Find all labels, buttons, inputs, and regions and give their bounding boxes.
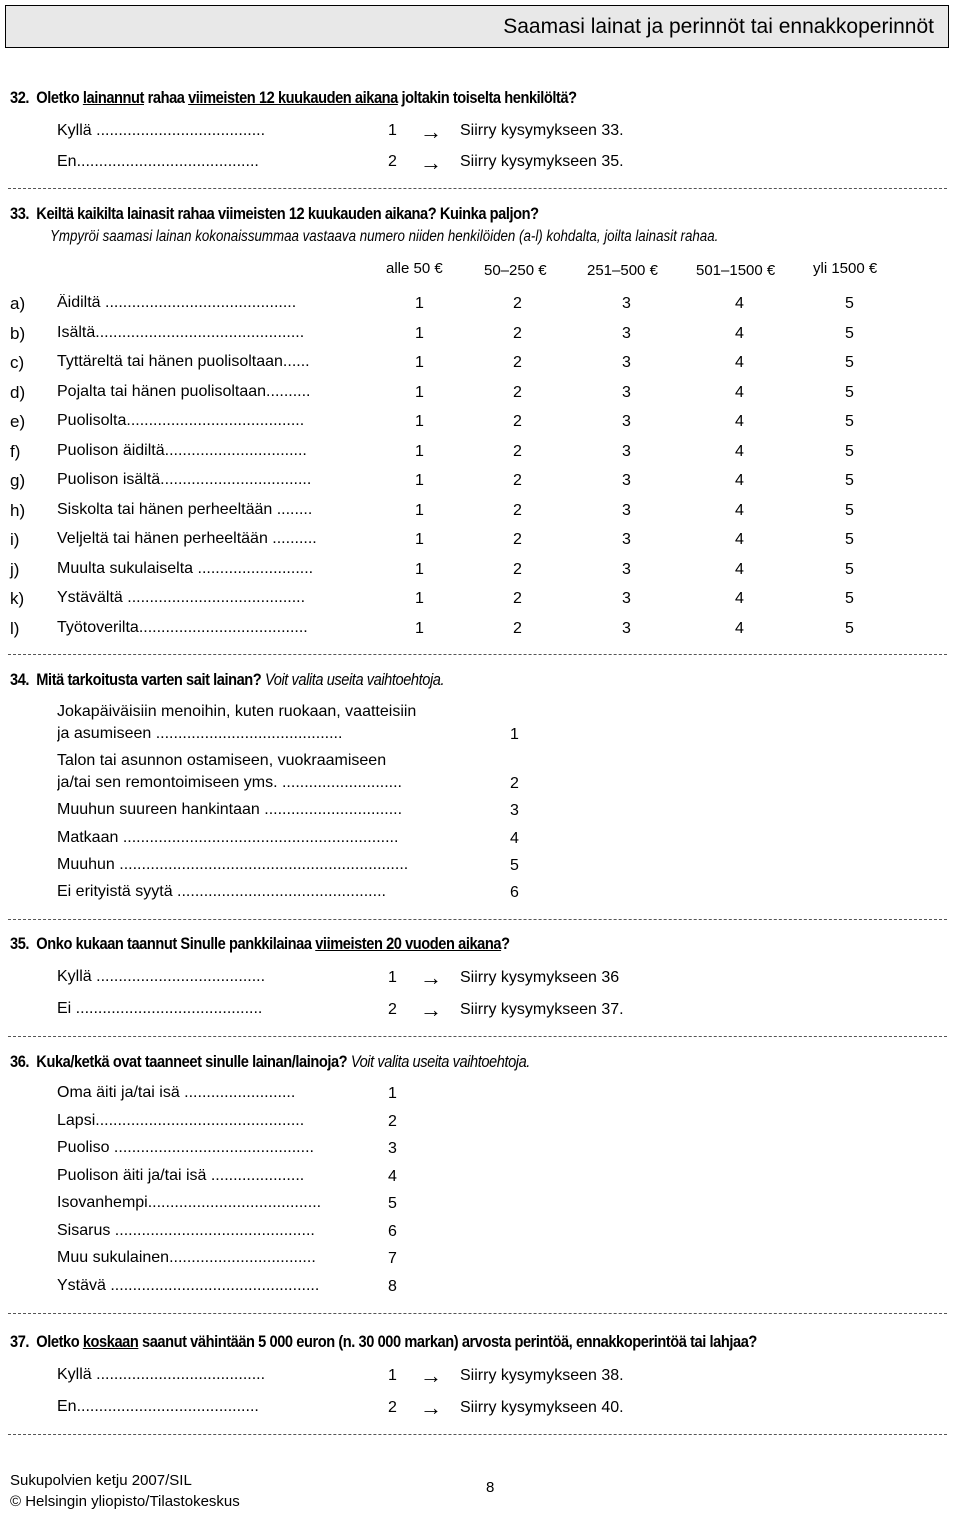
q33-answer-code[interactable]: 1 <box>415 354 424 371</box>
q33-answer-code[interactable]: 3 <box>622 324 631 342</box>
arrow-right-icon: → <box>420 1363 442 1388</box>
q33-answer-code[interactable]: 2 <box>513 590 522 607</box>
separator <box>8 919 947 920</box>
q33-row-letter: h) <box>10 500 26 520</box>
page-number: 8 <box>486 1479 495 1496</box>
q33-row-letter: a) <box>10 294 26 313</box>
q33-answer-code[interactable]: 1 <box>415 383 424 401</box>
q33-answer-code[interactable]: 1 <box>415 295 424 312</box>
arrow-right-icon: → <box>420 150 442 175</box>
q33-answer-code[interactable]: 4 <box>735 501 744 519</box>
q33-row-label: Isältä............................................... <box>57 323 305 341</box>
q33-answer-code[interactable]: 2 <box>513 531 522 548</box>
q32-option-2-goto: Siirry kysymykseen 35. <box>460 153 624 170</box>
q32-option-1-goto: Siirry kysymykseen 33. <box>460 122 624 139</box>
q33-row-letter: l) <box>10 618 20 638</box>
separator <box>8 1313 947 1314</box>
q37-option-2-code[interactable]: 2 <box>388 1399 397 1416</box>
q33-column-header: 50–250 € <box>484 262 547 279</box>
q33-answer-code[interactable]: 2 <box>513 354 522 371</box>
q34-option-1-line1: Jokapäiväisiin menoihin, kuten ruokaan, vaatteisiin <box>57 703 417 720</box>
q33-answer-code[interactable]: 5 <box>845 324 854 342</box>
q32-option-2-code[interactable]: 2 <box>388 153 397 170</box>
q33-row-letter: c) <box>10 353 25 372</box>
q34-option-5-code[interactable]: 5 <box>510 857 519 874</box>
q33-row-letter: d) <box>10 382 26 402</box>
q34-option-2-code[interactable]: 2 <box>510 775 519 792</box>
question-34-title: 34. Mitä tarkoitusta varten sait lainan? Voit valita useita vaihtoehtoja. <box>10 670 445 689</box>
q36-option-label: Sisarus ............................................. <box>57 1221 315 1239</box>
q33-row-letter: k) <box>10 589 25 608</box>
arrow-right-icon: → <box>420 1395 442 1420</box>
q32-option-2-label: En......................................... <box>57 153 259 170</box>
q33-answer-code[interactable]: 5 <box>845 619 854 637</box>
q33-answer-code[interactable]: 2 <box>513 413 522 430</box>
question-35-title: 35. Onko kukaan taannut Sinulle pankkilainaa viimeisten 20 vuoden aikana? <box>10 934 510 953</box>
q34-option-4-code[interactable]: 4 <box>510 830 519 847</box>
q33-answer-code[interactable]: 4 <box>735 590 744 607</box>
q33-answer-code[interactable]: 2 <box>513 619 522 637</box>
q33-answer-code[interactable]: 3 <box>622 619 631 637</box>
q33-answer-code[interactable]: 5 <box>845 472 854 489</box>
q33-answer-code[interactable]: 1 <box>415 619 424 637</box>
question-37-title: 37. Oletko koskaan saanut vähintään 5 000 euron (n. 30 000 markan) arvosta perintöä, ennakkoperintöä tai lahjaa? <box>10 1332 757 1351</box>
q32-option-1-label: Kyllä ...................................... <box>57 122 266 139</box>
q33-answer-code[interactable]: 5 <box>845 354 854 371</box>
q33-answer-code[interactable]: 5 <box>845 295 854 312</box>
question-33-title: 33. Keiltä kaikilta lainasit rahaa viimeisten 12 kuukauden aikana? Kuinka paljon? <box>10 204 539 223</box>
q34-option-2-label: ja/tai sen remontoimiseen yms. ........................... <box>57 774 402 791</box>
q33-row-label: Tyttäreltä tai hänen puolisoltaan...... <box>57 353 310 370</box>
q33-answer-code[interactable]: 4 <box>735 619 744 637</box>
separator <box>8 1036 947 1037</box>
q33-answer-code[interactable]: 3 <box>622 501 631 519</box>
arrow-right-icon: → <box>420 965 442 990</box>
q33-answer-code[interactable]: 2 <box>513 560 522 578</box>
q33-answer-code[interactable]: 3 <box>622 413 631 430</box>
q34-option-3-code[interactable]: 3 <box>510 802 519 819</box>
q36-option-code[interactable]: 8 <box>388 1277 397 1295</box>
q33-column-header: 501–1500 € <box>696 262 776 279</box>
q33-answer-code[interactable]: 4 <box>735 560 744 578</box>
q33-row-letter: f) <box>10 441 21 461</box>
q36-option-label: Isovanhempi....................................... <box>57 1194 322 1211</box>
q33-answer-code[interactable]: 1 <box>415 442 424 460</box>
q33-answer-code[interactable]: 3 <box>622 472 631 489</box>
q33-answer-code[interactable]: 4 <box>735 413 744 430</box>
q33-answer-code[interactable]: 2 <box>513 442 522 460</box>
q33-answer-code[interactable]: 5 <box>845 501 854 519</box>
q35-option-2-label: Ei .......................................... <box>57 1000 263 1017</box>
page-header <box>5 5 949 48</box>
q33-row-label: Pojalta tai hänen puolisoltaan.......... <box>57 382 311 400</box>
q33-answer-code[interactable]: 5 <box>845 442 854 460</box>
q33-answer-code[interactable]: 3 <box>622 531 631 548</box>
q33-row-label: Puolison isältä.................................. <box>57 471 312 488</box>
q33-answer-code[interactable]: 1 <box>415 590 424 607</box>
q33-answer-code[interactable]: 4 <box>735 531 744 548</box>
q33-column-header: 251–500 € <box>587 262 658 279</box>
q33-answer-code[interactable]: 3 <box>622 295 631 312</box>
separator <box>8 1434 947 1435</box>
q33-answer-code[interactable]: 1 <box>415 560 424 578</box>
q35-option-1-label: Kyllä ...................................... <box>57 968 266 985</box>
q33-answer-code[interactable]: 2 <box>513 383 522 401</box>
q33-row-label: Äidiltä ........................................... <box>57 294 297 311</box>
q36-option-label: Puolison äiti ja/tai isä ..................... <box>57 1166 305 1184</box>
q36-option-label: Ystävä ............................................... <box>57 1276 320 1294</box>
q33-answer-code[interactable]: 2 <box>513 501 522 519</box>
q32-option-1-code[interactable]: 1 <box>388 122 397 139</box>
q36-option-label: Puoliso ............................................. <box>57 1139 314 1156</box>
q34-option-2-line1: Talon tai asunnon ostamiseen, vuokraamiseen <box>57 752 387 769</box>
q34-option-3-label: Muuhun suureen hankintaan ............................... <box>57 801 403 818</box>
q33-answer-code[interactable]: 3 <box>622 560 631 578</box>
q33-answer-code[interactable]: 2 <box>513 472 522 489</box>
q33-answer-code[interactable]: 5 <box>845 531 854 548</box>
q33-row-label: Siskolta tai hänen perheeltään ........ <box>57 500 313 518</box>
q33-answer-code[interactable]: 5 <box>845 383 854 401</box>
q33-answer-code[interactable]: 3 <box>622 383 631 401</box>
q33-answer-code[interactable]: 3 <box>622 442 631 460</box>
q33-answer-code[interactable]: 3 <box>622 354 631 371</box>
q33-row-label: Puolison äidiltä................................ <box>57 441 307 459</box>
q33-answer-code[interactable]: 4 <box>735 383 744 401</box>
q33-row-letter: j) <box>10 559 20 579</box>
q33-answer-code[interactable]: 5 <box>845 560 854 578</box>
q33-row-letter: b) <box>10 323 26 343</box>
q34-option-1-code[interactable]: 1 <box>510 726 519 743</box>
footer-copyright: © Helsingin yliopisto/Tilastokeskus <box>10 1493 240 1510</box>
separator <box>8 654 947 655</box>
q33-row-label: Puolisolta........................................ <box>57 412 305 429</box>
q36-option-label: Oma äiti ja/tai isä ......................... <box>57 1084 296 1101</box>
q35-option-1-code[interactable]: 1 <box>388 969 397 986</box>
q33-row-letter: e) <box>10 412 26 431</box>
footer-survey-name: Sukupolvien ketju 2007/SIL <box>10 1472 192 1489</box>
q33-row-letter: i) <box>10 530 20 549</box>
q33-column-header: alle 50 € <box>386 260 443 277</box>
q33-answer-code[interactable]: 4 <box>735 472 744 489</box>
q35-option-2-code[interactable]: 2 <box>388 1001 397 1018</box>
q36-option-code[interactable]: 3 <box>388 1140 397 1157</box>
q34-option-5-label: Muuhun ................................................................. <box>57 856 409 873</box>
q33-row-label: Työtoverilta...................................... <box>57 618 308 636</box>
q33-answer-code[interactable]: 5 <box>845 413 854 430</box>
q33-answer-code[interactable]: 1 <box>415 413 424 430</box>
q33-answer-code[interactable]: 4 <box>735 324 744 342</box>
q33-answer-code[interactable]: 4 <box>735 295 744 312</box>
q36-option-code[interactable]: 5 <box>388 1195 397 1212</box>
q37-option-1-label: Kyllä ...................................... <box>57 1366 266 1383</box>
q37-option-1-goto: Siirry kysymykseen 38. <box>460 1367 624 1384</box>
q36-option-code[interactable]: 7 <box>388 1250 397 1267</box>
question-36-title: 36. Kuka/ketkä ovat taanneet sinulle lainan/lainoja? Voit valita useita vaihtoehtoja. <box>10 1052 530 1071</box>
page-header-title: Saamasi lainat ja perinnöt tai ennakkoperinnöt <box>503 15 934 38</box>
q33-answer-code[interactable]: 2 <box>513 324 522 342</box>
q33-answer-code[interactable]: 1 <box>415 472 424 489</box>
q33-answer-code[interactable]: 1 <box>415 501 424 519</box>
q33-answer-code[interactable]: 3 <box>622 590 631 607</box>
q33-row-label: Ystävältä ........................................ <box>57 589 306 606</box>
arrow-right-icon: → <box>420 119 442 144</box>
q33-answer-code[interactable]: 1 <box>415 324 424 342</box>
q33-answer-code[interactable]: 4 <box>735 354 744 371</box>
q37-option-1-code[interactable]: 1 <box>388 1367 397 1384</box>
q33-row-label: Muulta sukulaiselta .......................... <box>57 559 314 577</box>
q36-option-code[interactable]: 4 <box>388 1167 397 1185</box>
separator <box>8 188 947 189</box>
q35-option-1-goto: Siirry kysymykseen 36 <box>460 969 620 986</box>
q34-option-6-code[interactable]: 6 <box>510 884 519 901</box>
q37-option-2-goto: Siirry kysymykseen 40. <box>460 1399 624 1416</box>
q37-option-2-label: En......................................... <box>57 1398 259 1415</box>
q33-answer-code[interactable]: 5 <box>845 590 854 607</box>
q33-answer-code[interactable]: 1 <box>415 531 424 548</box>
q36-option-code[interactable]: 6 <box>388 1222 397 1240</box>
q36-option-label: Muu sukulainen................................. <box>57 1249 316 1266</box>
q34-option-6-label: Ei erityistä syytä ............................................... <box>57 883 386 900</box>
q36-option-code[interactable]: 1 <box>388 1085 397 1102</box>
q33-row-letter: g) <box>10 471 26 490</box>
q33-column-header: yli 1500 € <box>813 260 878 277</box>
q33-answer-code[interactable]: 4 <box>735 442 744 460</box>
q36-option-label: Lapsi............................................... <box>57 1111 305 1129</box>
q34-option-1-label: ja asumiseen .......................................... <box>57 725 343 742</box>
question-32-title: 32. Oletko lainannut rahaa viimeisten 12 kuukauden aikana joltakin toiselta henkilöltä? <box>10 88 577 107</box>
q33-answer-code[interactable]: 2 <box>513 295 522 312</box>
q33-row-label: Veljeltä tai hänen perheeltään .......... <box>57 530 317 547</box>
question-33-instruction: Ympyröi saamasi lainan kokonaissummaa vastaava numero niiden henkilöiden (a-l) kohdalta, joilta lainasit rahaa. <box>50 228 719 245</box>
q35-option-2-goto: Siirry kysymykseen 37. <box>460 1001 624 1018</box>
q34-option-4-label: Matkaan .............................................................. <box>57 829 399 846</box>
arrow-right-icon: → <box>420 997 442 1022</box>
q36-option-code[interactable]: 2 <box>388 1112 397 1130</box>
